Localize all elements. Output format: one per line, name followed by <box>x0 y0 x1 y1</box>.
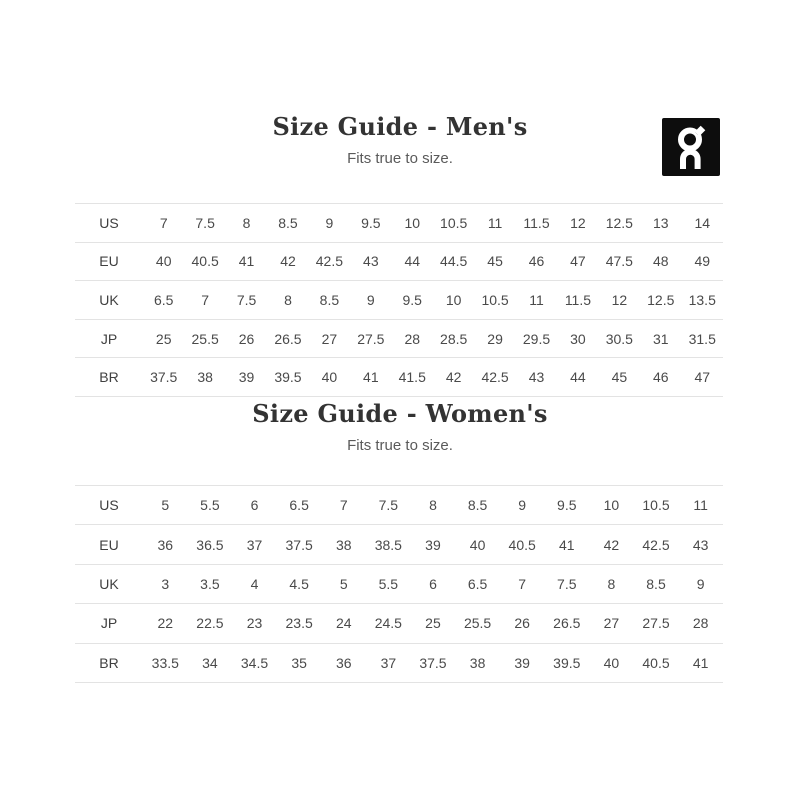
size-value-cell: 36 <box>335 654 352 671</box>
size-value-cell: 3 <box>161 575 170 592</box>
size-value-cell: 8.5 <box>467 497 488 514</box>
row-region-label: JP <box>100 330 118 347</box>
size-value-cell: 9 <box>366 291 375 308</box>
size-value-cell: 4.5 <box>289 575 309 592</box>
size-value-cell: 42 <box>603 536 620 553</box>
size-value-cell: 8 <box>429 497 437 514</box>
womens-fit-note: Fits true to size. <box>347 437 453 454</box>
size-value-cell: 25.5 <box>463 615 492 632</box>
size-value-cell: 10.5 <box>642 497 670 514</box>
size-value-cell: 6.5 <box>289 497 309 514</box>
size-value-cell: 6 <box>250 497 259 514</box>
size-value-cell: 25 <box>155 330 172 347</box>
size-value-cell: 37.5 <box>285 536 313 553</box>
size-value-cell: 41 <box>692 654 709 671</box>
size-value-cell: 49 <box>694 253 711 270</box>
size-value-cell: 37 <box>380 654 397 671</box>
size-value-cell: 12.5 <box>605 214 633 231</box>
size-value-cell: 8 <box>284 291 292 308</box>
size-value-cell: 44 <box>570 369 586 386</box>
table-row <box>75 281 723 320</box>
size-value-cell: 40 <box>155 253 172 270</box>
size-value-cell: 37.5 <box>150 369 178 386</box>
size-value-cell: 47 <box>570 253 586 270</box>
row-region-label: UK <box>99 291 119 308</box>
size-value-cell: 27.5 <box>357 330 385 347</box>
size-value-cell: 47.5 <box>605 253 633 270</box>
size-value-cell: 10.5 <box>440 214 468 231</box>
size-value-cell: 12 <box>611 291 628 308</box>
size-value-cell: 11.5 <box>523 214 550 231</box>
size-value-cell: 29.5 <box>522 330 551 347</box>
size-value-cell: 42.5 <box>315 253 344 270</box>
size-value-cell: 42.5 <box>481 369 509 386</box>
size-value-cell: 7 <box>159 214 168 231</box>
size-value-cell: 39 <box>238 369 255 386</box>
size-value-cell: 9 <box>325 214 334 231</box>
table-row <box>75 204 723 243</box>
size-value-cell: 39 <box>425 536 441 553</box>
size-value-cell: 26.5 <box>274 330 302 347</box>
size-value-cell: 28 <box>404 330 421 347</box>
size-value-cell: 11.5 <box>564 291 592 308</box>
table-row <box>75 564 723 603</box>
size-value-cell: 42 <box>445 369 462 386</box>
size-value-cell: 37.5 <box>419 654 447 671</box>
size-value-cell: 41 <box>363 369 379 386</box>
size-value-cell: 35 <box>291 654 307 671</box>
size-value-cell: 38.5 <box>374 536 402 553</box>
table-row <box>75 319 723 358</box>
size-value-cell: 6.5 <box>153 291 174 308</box>
size-value-cell: 39.5 <box>274 369 302 386</box>
size-value-cell: 27 <box>603 615 620 632</box>
mens-size-guide-title: Size Guide - Men's <box>272 112 528 141</box>
size-value-cell: 5.5 <box>200 497 220 514</box>
size-value-cell: 26 <box>514 615 530 632</box>
size-value-cell: 4 <box>250 575 259 592</box>
size-value-cell: 29 <box>487 330 503 347</box>
size-value-cell: 44 <box>404 253 421 270</box>
size-value-cell: 5 <box>161 497 170 514</box>
size-value-cell: 28 <box>692 615 709 632</box>
mens-size-table <box>75 203 723 397</box>
size-value-cell: 34 <box>202 654 218 671</box>
size-value-cell: 31.5 <box>688 330 716 347</box>
size-value-cell: 33.5 <box>151 654 179 671</box>
size-value-cell: 7.5 <box>236 291 257 308</box>
size-value-cell: 11 <box>529 291 544 308</box>
size-value-cell: 10 <box>445 291 462 308</box>
size-value-cell: 26 <box>238 330 255 347</box>
size-value-cell: 22.5 <box>196 615 224 632</box>
size-value-cell: 40.5 <box>508 536 536 553</box>
size-value-cell: 41.5 <box>398 369 426 386</box>
size-value-cell: 36 <box>157 536 174 553</box>
table-row <box>75 604 723 643</box>
size-value-cell: 5 <box>339 575 348 592</box>
size-value-cell: 47 <box>694 369 711 386</box>
size-value-cell: 7.5 <box>557 575 577 592</box>
on-running-logo-icon <box>662 118 720 176</box>
size-value-cell: 8.5 <box>319 291 340 308</box>
size-value-cell: 7 <box>339 497 348 514</box>
size-value-cell: 24.5 <box>374 615 402 632</box>
size-value-cell: 25.5 <box>191 330 219 347</box>
size-value-cell: 11 <box>693 497 708 514</box>
size-value-cell: 28.5 <box>440 330 468 347</box>
size-value-cell: 7.5 <box>195 214 215 231</box>
table-row <box>75 242 723 281</box>
size-value-cell: 30.5 <box>605 330 633 347</box>
size-value-cell: 9.5 <box>402 291 422 308</box>
row-region-label: EU <box>99 253 119 270</box>
size-value-cell: 43 <box>363 253 379 270</box>
row-region-label: BR <box>99 369 119 386</box>
table-row <box>75 358 723 397</box>
size-value-cell: 9.5 <box>361 214 381 231</box>
size-value-cell: 23 <box>246 615 263 632</box>
size-value-cell: 6 <box>429 575 437 592</box>
size-value-cell: 27 <box>321 330 338 347</box>
size-value-cell: 9 <box>518 497 527 514</box>
size-value-cell: 36.5 <box>196 536 224 553</box>
row-region-label: UK <box>99 575 119 592</box>
size-value-cell: 37 <box>246 536 263 553</box>
size-value-cell: 40.5 <box>642 654 670 671</box>
size-value-cell: 24 <box>335 615 352 632</box>
size-value-cell: 7 <box>201 291 210 308</box>
size-value-cell: 13 <box>652 214 669 231</box>
size-value-cell: 43 <box>528 369 545 386</box>
size-value-cell: 13.5 <box>688 291 716 308</box>
size-value-cell: 5.5 <box>378 575 399 592</box>
size-value-cell: 45 <box>611 369 628 386</box>
size-value-cell: 40 <box>321 369 338 386</box>
size-value-cell: 23.5 <box>285 615 313 632</box>
row-region-label: EU <box>99 536 119 553</box>
table-row <box>75 525 723 564</box>
womens-size-table <box>75 485 723 683</box>
size-value-cell: 14 <box>694 214 711 231</box>
size-value-cell: 39.5 <box>553 654 581 671</box>
size-value-cell: 48 <box>652 253 669 270</box>
size-value-cell: 8.5 <box>278 214 298 231</box>
size-value-cell: 46 <box>528 253 545 270</box>
size-value-cell: 10 <box>404 214 421 231</box>
size-value-cell: 38 <box>197 369 213 386</box>
size-value-cell: 40.5 <box>191 253 219 270</box>
size-value-cell: 43 <box>692 536 709 553</box>
size-value-cell: 38 <box>335 536 352 553</box>
size-value-cell: 42 <box>280 253 296 270</box>
size-value-cell: 27.5 <box>642 615 670 632</box>
size-value-cell: 31 <box>652 330 669 347</box>
size-value-cell: 46 <box>652 369 669 386</box>
size-value-cell: 12 <box>570 214 586 231</box>
size-value-cell: 25 <box>425 615 441 632</box>
size-value-cell: 38 <box>469 654 486 671</box>
size-value-cell: 6.5 <box>467 575 488 592</box>
size-value-cell: 10 <box>603 497 620 514</box>
size-value-cell: 10.5 <box>481 291 509 308</box>
size-value-cell: 3.5 <box>200 575 220 592</box>
row-region-label: US <box>99 214 119 231</box>
size-value-cell: 7 <box>518 575 527 592</box>
size-value-cell: 8.5 <box>646 575 666 592</box>
size-value-cell: 44.5 <box>440 253 468 270</box>
mens-fit-note: Fits true to size. <box>347 150 453 167</box>
size-value-cell: 9 <box>696 575 705 592</box>
size-value-cell: 39 <box>514 654 530 671</box>
row-region-label: JP <box>100 615 118 632</box>
size-value-cell: 41 <box>238 253 255 270</box>
size-value-cell: 8 <box>242 214 251 231</box>
size-value-cell: 45 <box>487 253 503 270</box>
womens-size-guide-title: Size Guide - Women's <box>252 399 548 428</box>
size-value-cell: 11 <box>487 214 503 231</box>
size-value-cell: 12.5 <box>647 291 675 308</box>
size-value-cell: 42.5 <box>642 536 670 553</box>
size-value-cell: 41 <box>559 536 575 553</box>
size-value-cell: 22 <box>157 615 174 632</box>
size-value-cell: 30 <box>570 330 586 347</box>
size-value-cell: 26.5 <box>553 615 581 632</box>
table-row <box>75 486 723 525</box>
table-row <box>75 643 723 682</box>
size-value-cell: 9.5 <box>557 497 577 514</box>
size-value-cell: 7.5 <box>378 497 399 514</box>
row-region-label: BR <box>99 654 119 671</box>
row-region-label: US <box>99 497 119 514</box>
size-value-cell: 40 <box>469 536 486 553</box>
size-value-cell: 8 <box>607 575 616 592</box>
size-value-cell: 34.5 <box>240 654 269 671</box>
size-value-cell: 40 <box>603 654 620 671</box>
